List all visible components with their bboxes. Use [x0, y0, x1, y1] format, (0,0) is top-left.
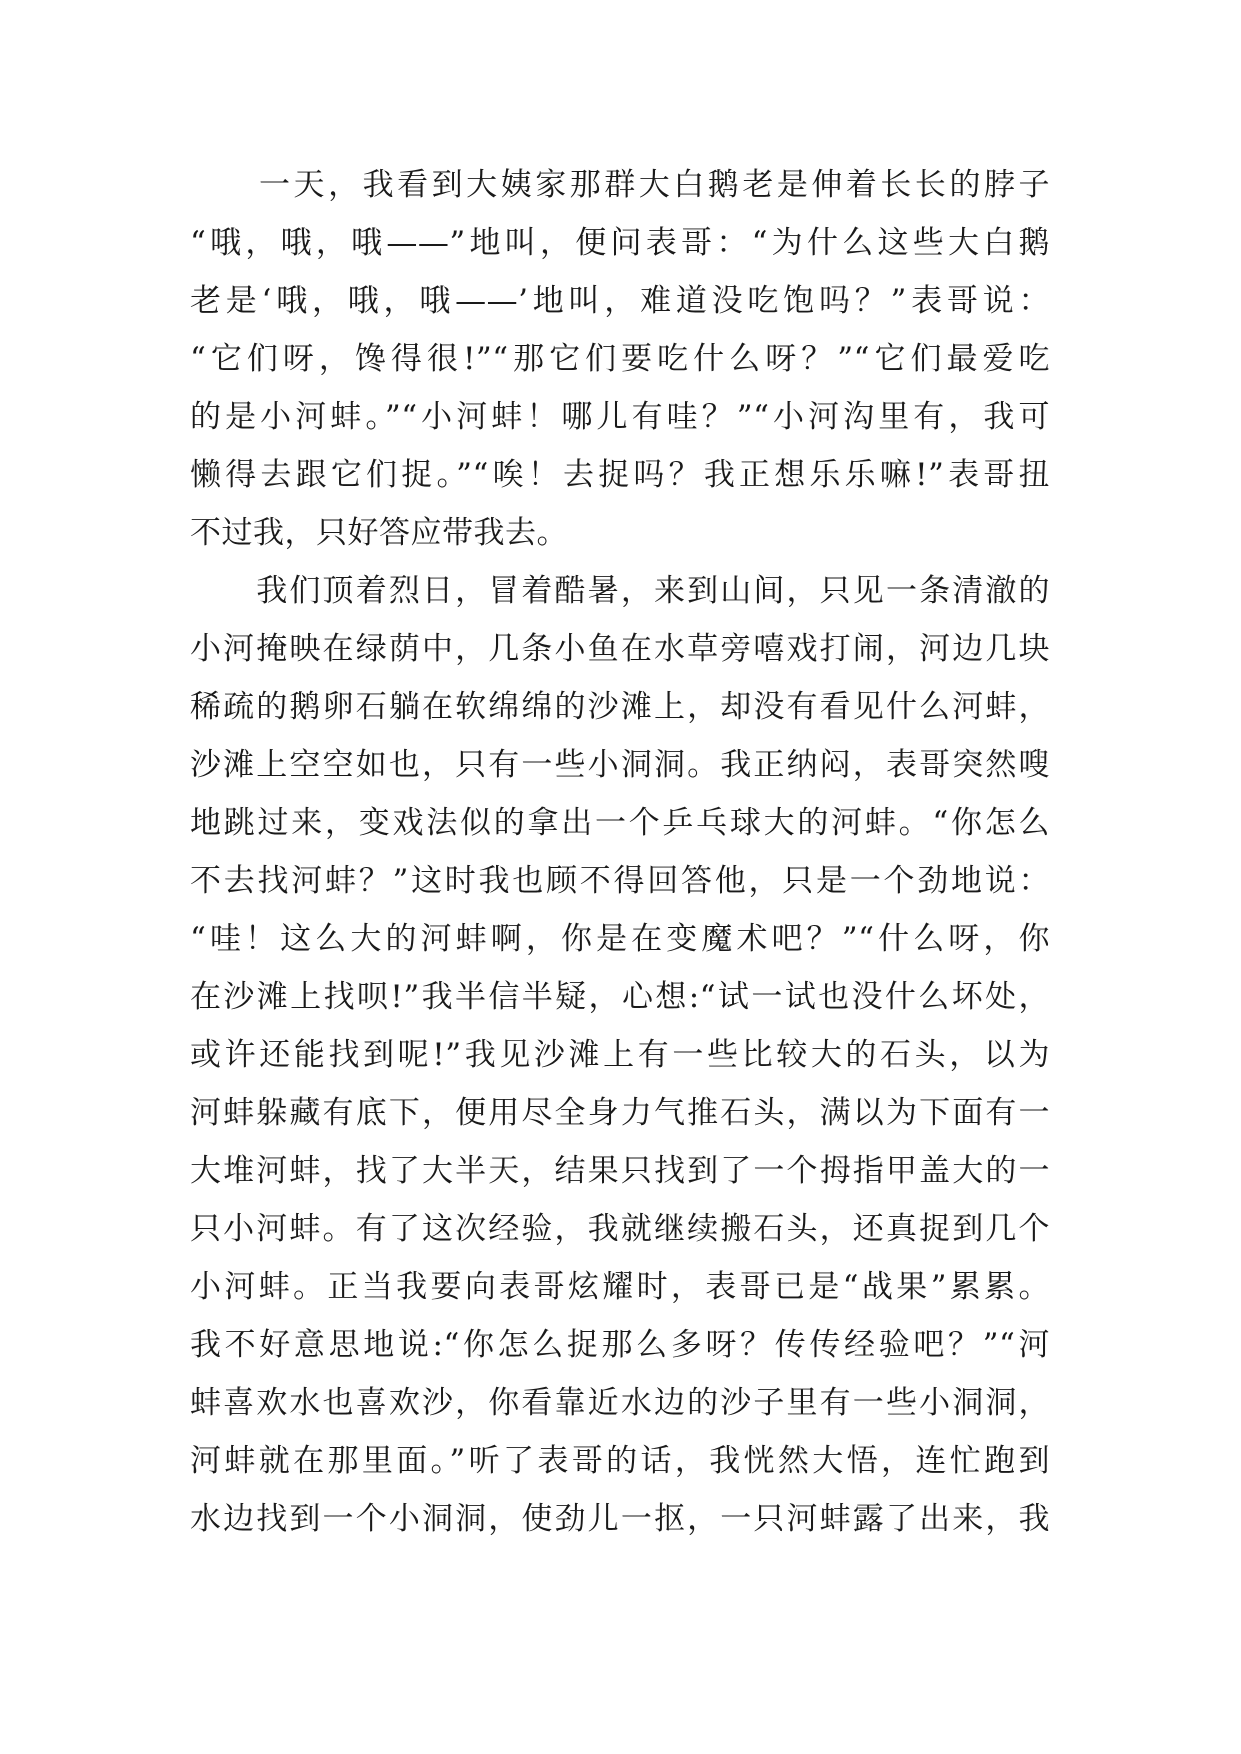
text-line: 河蚌躲藏有底下，便用尽全身力气推石头，满以为下面有一 — [190, 1095, 1050, 1131]
text-line: 懒得去跟它们捉。”“唉！去捉吗？我正想乐乐嘛!”表哥扭 — [190, 457, 1050, 493]
paragraph-2 — [190, 562, 1050, 1548]
text-line: 或许还能找到呢!”我见沙滩上有一些比较大的石头，以为 — [190, 1037, 1050, 1073]
text-line: 地跳过来，变戏法似的拿出一个乒乓球大的河蚌。“你怎么 — [190, 805, 1050, 841]
text-line: 小河蚌。正当我要向表哥炫耀时，表哥已是“战果”累累。 — [190, 1269, 1050, 1305]
text-line: 一天，我看到大姨家那群大白鹅老是伸着长长的脖子 — [190, 167, 1050, 203]
text-line: 蚌喜欢水也喜欢沙，你看靠近水边的沙子里有一些小洞洞， — [190, 1385, 1050, 1421]
text-line: 老是‘哦，哦，哦——’地叫，难道没吃饱吗？”表哥说： — [190, 283, 1050, 319]
text-line: 沙滩上空空如也，只有一些小洞洞。我正纳闷，表哥突然嗖 — [190, 747, 1050, 783]
text-line: 水边找到一个小洞洞，使劲儿一抠，一只河蚌露了出来，我 — [190, 1501, 1050, 1537]
text-line: 不过我，只好答应带我去。 — [190, 515, 568, 551]
text-line: 只小河蚌。有了这次经验，我就继续搬石头，还真捉到几个 — [190, 1211, 1050, 1247]
paragraph-1 — [190, 156, 1050, 562]
text-line: 的是小河蚌。”“小河蚌！哪儿有哇？”“小河沟里有，我可 — [190, 399, 1050, 435]
text-line: 我不好意思地说:“你怎么捉那么多呀？传传经验吧？”“河 — [190, 1327, 1050, 1363]
text-line: 河蚌就在那里面。”听了表哥的话，我恍然大悟，连忙跑到 — [190, 1443, 1050, 1479]
text-line: 稀疏的鹅卵石躺在软绵绵的沙滩上，却没有看见什么河蚌， — [190, 689, 1050, 725]
text-line: 不去找河蚌？”这时我也顾不得回答他，只是一个劲地说： — [190, 863, 1050, 899]
text-line: “哇！这么大的河蚌啊，你是在变魔术吧？”“什么呀，你 — [190, 921, 1050, 957]
article-body — [190, 156, 1050, 1548]
text-line: 小河掩映在绿荫中，几条小鱼在水草旁嘻戏打闹，河边几块 — [190, 631, 1050, 667]
text-line: 在沙滩上找呗!”我半信半疑，心想:“试一试也没什么坏处， — [190, 979, 1050, 1015]
text-line: “它们呀，馋得很!”“那它们要吃什么呀？”“它们最爱吃 — [190, 341, 1050, 377]
text-line: “哦，哦，哦——”地叫，便问表哥：“为什么这些大白鹅 — [190, 225, 1050, 261]
text-line: 我们顶着烈日，冒着酷暑，来到山间，只见一条清澈的 — [190, 573, 1050, 609]
text-line: 大堆河蚌，找了大半天，结果只找到了一个拇指甲盖大的一 — [190, 1153, 1050, 1189]
